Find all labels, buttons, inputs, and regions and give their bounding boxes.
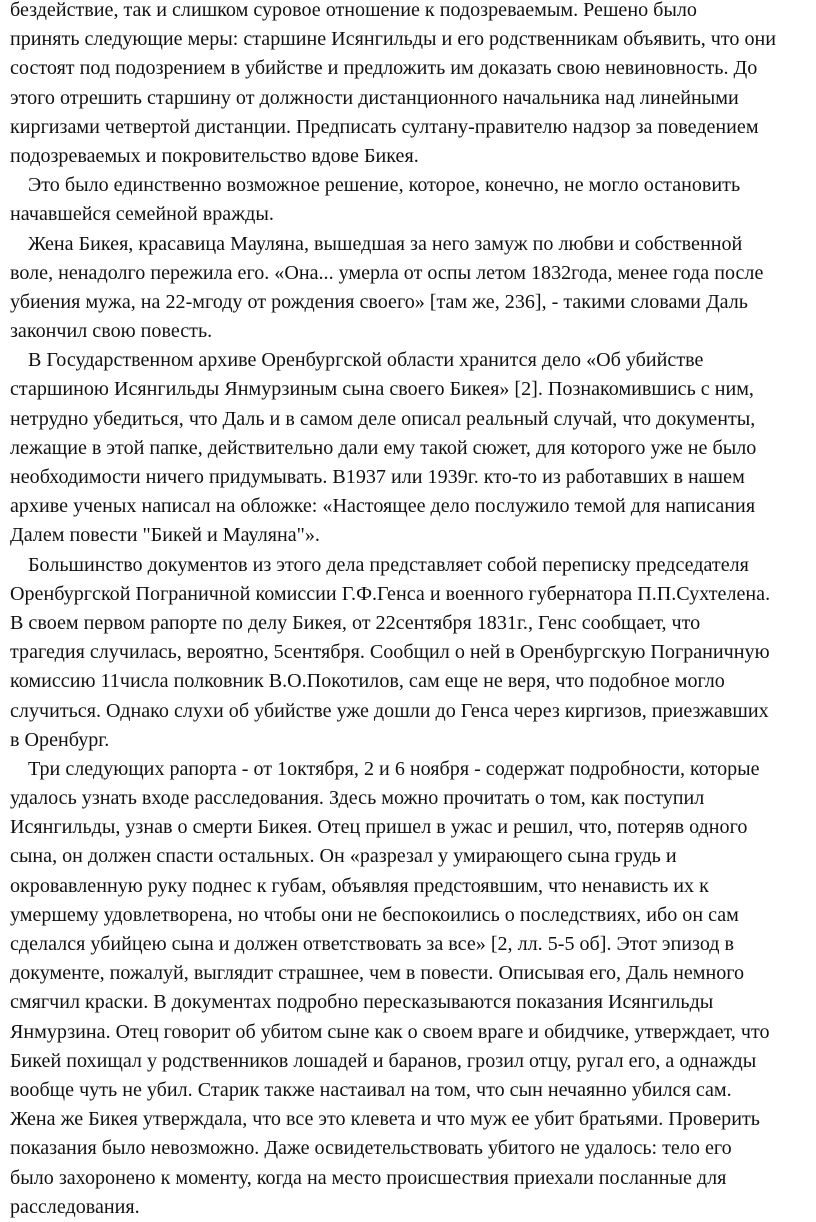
text-line: закончил свою повесть. — [10, 320, 213, 343]
text-line: Далем повести "Бикей и Мауляна"». — [10, 524, 320, 547]
text-line: окровавленную руку поднес к губам, объявляя предстоявшим, что ненависть их к — [10, 874, 709, 897]
text-line: было захоронено к моменту, когда на место происшествия приехали посланные для — [10, 1166, 727, 1189]
text-line: смягчил краски. В документах подробно пересказываются показания Исянгильды — [10, 991, 714, 1014]
paragraph-first-line: В Государственном архиве Оренбургской области хранится дело «Об убийстве — [28, 349, 704, 372]
text-line: принять следующие меры: старшине Исянгильды и его родственникам объявить, что они — [10, 28, 777, 51]
text-line: лежащие в этой папке, действительно дали ему такой сюжет, для которого уже не было — [10, 436, 757, 459]
text-line: расследования. — [10, 1195, 140, 1218]
text-line: умершему удовлетворена, но чтобы они не беспокоились о последствиях, ибо он сам — [10, 903, 739, 926]
text-line: случиться. Однако слухи об убийстве уже дошли до Генса через киргизов, приезжавших — [10, 699, 769, 722]
text-line: старшиною Исянгильды Янмурзиным сына своего Бикея» [2]. Познакомившись с ним, — [10, 378, 754, 401]
text-line: удалось узнать входе расследования. Здесь можно прочитать о том, как поступил — [10, 787, 705, 810]
text-line: сына, он должен спасти остальных. Он «разрезал у умирающего сына грудь и — [10, 845, 677, 868]
text-line: в Оренбург. — [10, 728, 110, 751]
text-line: комиссию 11числа полковник В.О.Покотилов, сам еще не веря, что подобное могло — [10, 670, 725, 693]
paragraph-first-line: Большинство документов из этого дела представляет собой переписку председателя — [28, 553, 749, 576]
document-body — [10, 0, 810, 1222]
text-line: документе, пожалуй, выглядит страшнее, чем в повести. Описывая его, Даль немного — [10, 962, 745, 985]
text-line: трагедия случилась, вероятно, 5сентября. Сообщил о ней в Оренбургскую Пограничную — [10, 641, 770, 664]
text-line: показания было невозможно. Даже освидетельствовать убитого не удалось: тело его — [10, 1137, 732, 1160]
text-line: Бикей похищал у родственников лошадей и баранов, грозил отцу, ругал его, а однажды — [10, 1049, 757, 1072]
text-line: убиения мужа, на 22-мгоду от рождения своего» [там же, 236], - такими словами Даль — [10, 290, 748, 313]
text-line: сделался убийцею сына и должен ответствовать за все» [2, лл. 5-5 об]. Этот эпизод в — [10, 933, 735, 955]
text-line: В своем первом рапорте по делу Бикея, от 22сентября 1831г., Генс сообщает, что — [10, 611, 701, 634]
text-line: начавшейся семейной вражды. — [10, 203, 274, 226]
text-line: архиве ученых написал на обложке: «Настоящее дело послужило темой для написания — [10, 495, 756, 518]
text-line: Янмурзина. Отец говорит об убитом сыне как о своем враге и обидчике, утверждает, что — [10, 1020, 770, 1043]
text-line: бездействие, так и слишком суровое отношение к подозреваемым. Решено было — [10, 0, 697, 21]
text-line: этого отрешить старшину от должности дистанционного начальника над линейными — [10, 86, 739, 109]
paragraph-first-line: Это было единственно возможное решение, которое, конечно, не могло остановить — [28, 174, 741, 197]
paragraph-first-line: Три следующих рапорта - от 1октября, 2 и 6 ноября - содержат подробности, которые — [28, 757, 760, 780]
text-line: Оренбургской Пограничной комиссии Г.Ф.Генса и военного губернатора П.П.Сухтелена. — [10, 582, 771, 605]
text-line: состоят под подозрением в убийстве и предложить им доказать свою невиновность. До — [10, 57, 758, 80]
text-line: вообще чуть не убил. Старик также настаивал на том, что сын нечаянно убился сам. — [10, 1078, 732, 1101]
text-line: Исянгильды, узнав о смерти Бикея. Отец пришел в ужас и решил, что, потеряв одного — [10, 816, 748, 839]
text-line: необходимости ничего придумывать. В1937 или 1939г. кто-то из работавших в нашем — [10, 466, 745, 488]
text-line: киргизами четвертой дистанции. Предписать султану-правителю надзор за поведением — [10, 115, 759, 138]
paragraph-first-line: Жена Бикея, красавица Мауляна, вышедшая за него замуж по любви и собственной — [28, 232, 743, 255]
text-line: воле, ненадолго пережила его. «Она... умерла от оспы летом 1832года, менее года после — [10, 261, 764, 284]
text-line: подозреваемых и покровительство вдове Бикея. — [10, 144, 419, 167]
text-line: нетрудно убедиться, что Даль и в самом деле описал реальный случай, что документы, — [10, 407, 756, 430]
text-line: Жена же Бикея утверждала, что все это клевета и что муж ее убит братьями. Проверить — [10, 1108, 760, 1131]
